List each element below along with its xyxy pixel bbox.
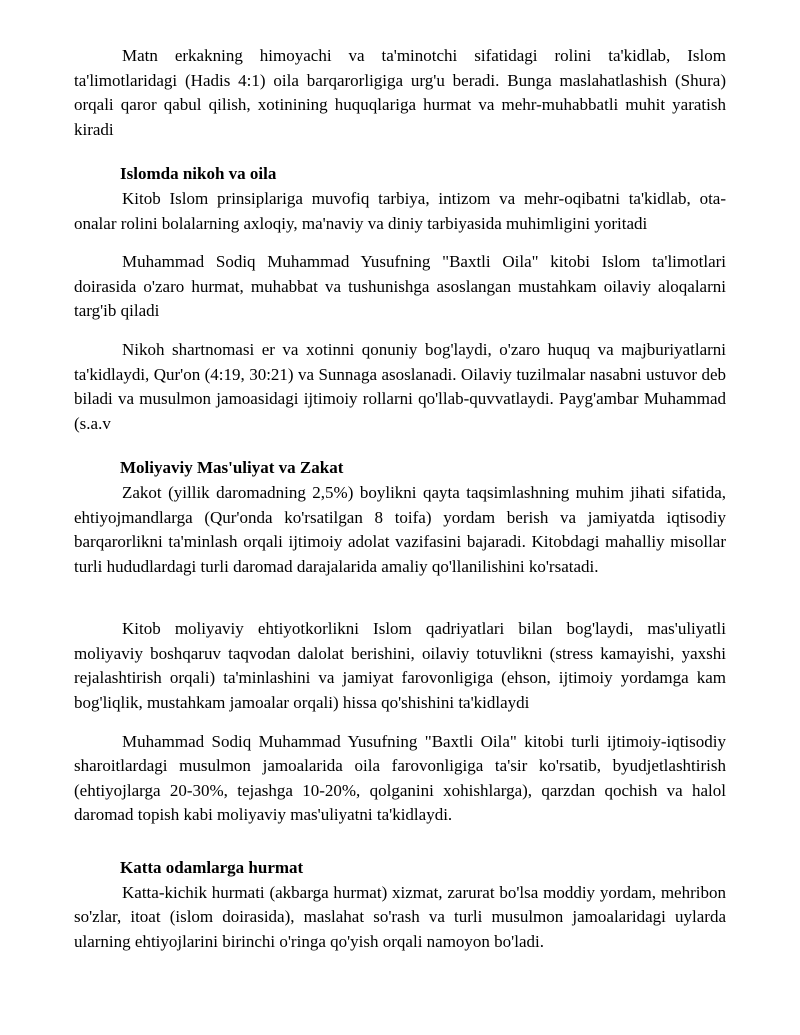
spacer bbox=[74, 236, 726, 250]
document-page bbox=[74, 44, 726, 954]
paragraph-zakat: Zakot (yillik daromadning 2,5%) boylikni qayta taqsimlashning muhim jihati sifatida, ehtiyojmandlarga (Qur'onda ko'rsatilgan 8 toifa) yordam berish va jamiyatda iqtisodiy barqarorlikni ta'minlash orqali ijtimoiy adolat vazifasini bajaradi. Kitobdagi mahalliy misollar turli hududlardagi turli daromad darajalarida amaliy qo'llanilishini ko'rsatadi. bbox=[74, 482, 726, 576]
heading-respect-elders: Katta odamlarga hurmat bbox=[120, 858, 304, 878]
spacer bbox=[74, 579, 726, 617]
spacer bbox=[74, 716, 726, 730]
paragraph-budgeting: Muhammad Sodiq Muhammad Yusufning "Baxtli Oila" kitobi turli ijtimoiy-iqtisodiy sharoitlardagi musulmon jamoalarida oila farovonligiga ta'sir ko'rsatib, byudjetlashtirish (ehtiyojlarga 20-30%, tejashga 10-20%, qolganini xohishlarga), qarzdan qochish va halol daromad topish kabi moliyaviy mas'uliyatni ta'kidlaydi. bbox=[74, 731, 726, 825]
spacer bbox=[74, 142, 726, 162]
spacer bbox=[74, 828, 726, 856]
spacer bbox=[74, 436, 726, 456]
paragraph-book-family-ties: Muhammad Sodiq Muhammad Yusufning "Baxtli Oila" kitobi Islom ta'limotlari doirasida o'zaro hurmat, muhabbat va tushunishga asoslangan mustahkam oilaviy aloqalarni targ'ib qiladi bbox=[74, 252, 726, 321]
paragraph-marriage-contract: Nikoh shartnomasi er va xotinni qonuniy bog'laydi, o'zaro huquq va majburiyatlarni ta'kidlaydi, Qur'on (4:19, 30:21) va Sunnaga asoslanadi. Oilaviy tuzilmalar nasabni ustuvor deb biladi va musulmon jamoasidagi ijtimoiy rollarni qo'llab-quvvatlaydi. Payg'ambar Muhammad (s.a.v bbox=[74, 339, 726, 433]
paragraph-respect-elders: Katta-kichik hurmati (akbarga hurmat) xizmat, zarurat bo'lsa moddiy yordam, mehribon so'zlar, itoat (islom doirasida), maslahat so'rash va turli musulmon jamoalaridagi uylarda ularning ehtiyojlarini birinchi o'ringa qo'yish orqali namoyon bo'ladi. bbox=[74, 882, 726, 951]
paragraph-financial-prudence: Kitob moliyaviy ehtiyotkorlikni Islom qadriyatlari bilan bog'laydi, mas'uliyatli moliyaviy boshqaruv taqvodan dalolat berishini, oilaviy totuvlikni (stress kamayishi, yaxshi rejalashtirish orqali) ta'minlashini va jamiyat farovonligiga (ehson, ijtimoiy yordamga kam bog'liqlik, mustahkam jamoalar orqali) hissa qo'shishini ta'kidlaydi bbox=[74, 619, 726, 713]
spacer bbox=[74, 324, 726, 338]
paragraph-parenting: Kitob Islom prinsiplariga muvofiq tarbiya, intizom va mehr-oqibatni ta'kidlab, ota-onalar rolini bolalarning axloqiy, ma'naviy va diniy tarbiyasida muhimligini yoritadi bbox=[74, 188, 726, 233]
heading-financial-responsibility: Moliyaviy Mas'uliyat va Zakat bbox=[120, 458, 344, 478]
paragraph-husband-role: Matn erkakning himoyachi va ta'minotchi sifatidagi rolini ta'kidlab, Islom ta'limotlaridagi (Hadis 4:1) oila barqarorligiga urg'u beradi. Bunga maslahatlashish (Shura) orqali qaror qabul qilish, xotinining huquqlariga hurmat va mehr-muhabbatli muhit yaratish kiradi bbox=[74, 46, 726, 139]
heading-marriage-family: Islomda nikoh va oila bbox=[120, 164, 277, 184]
